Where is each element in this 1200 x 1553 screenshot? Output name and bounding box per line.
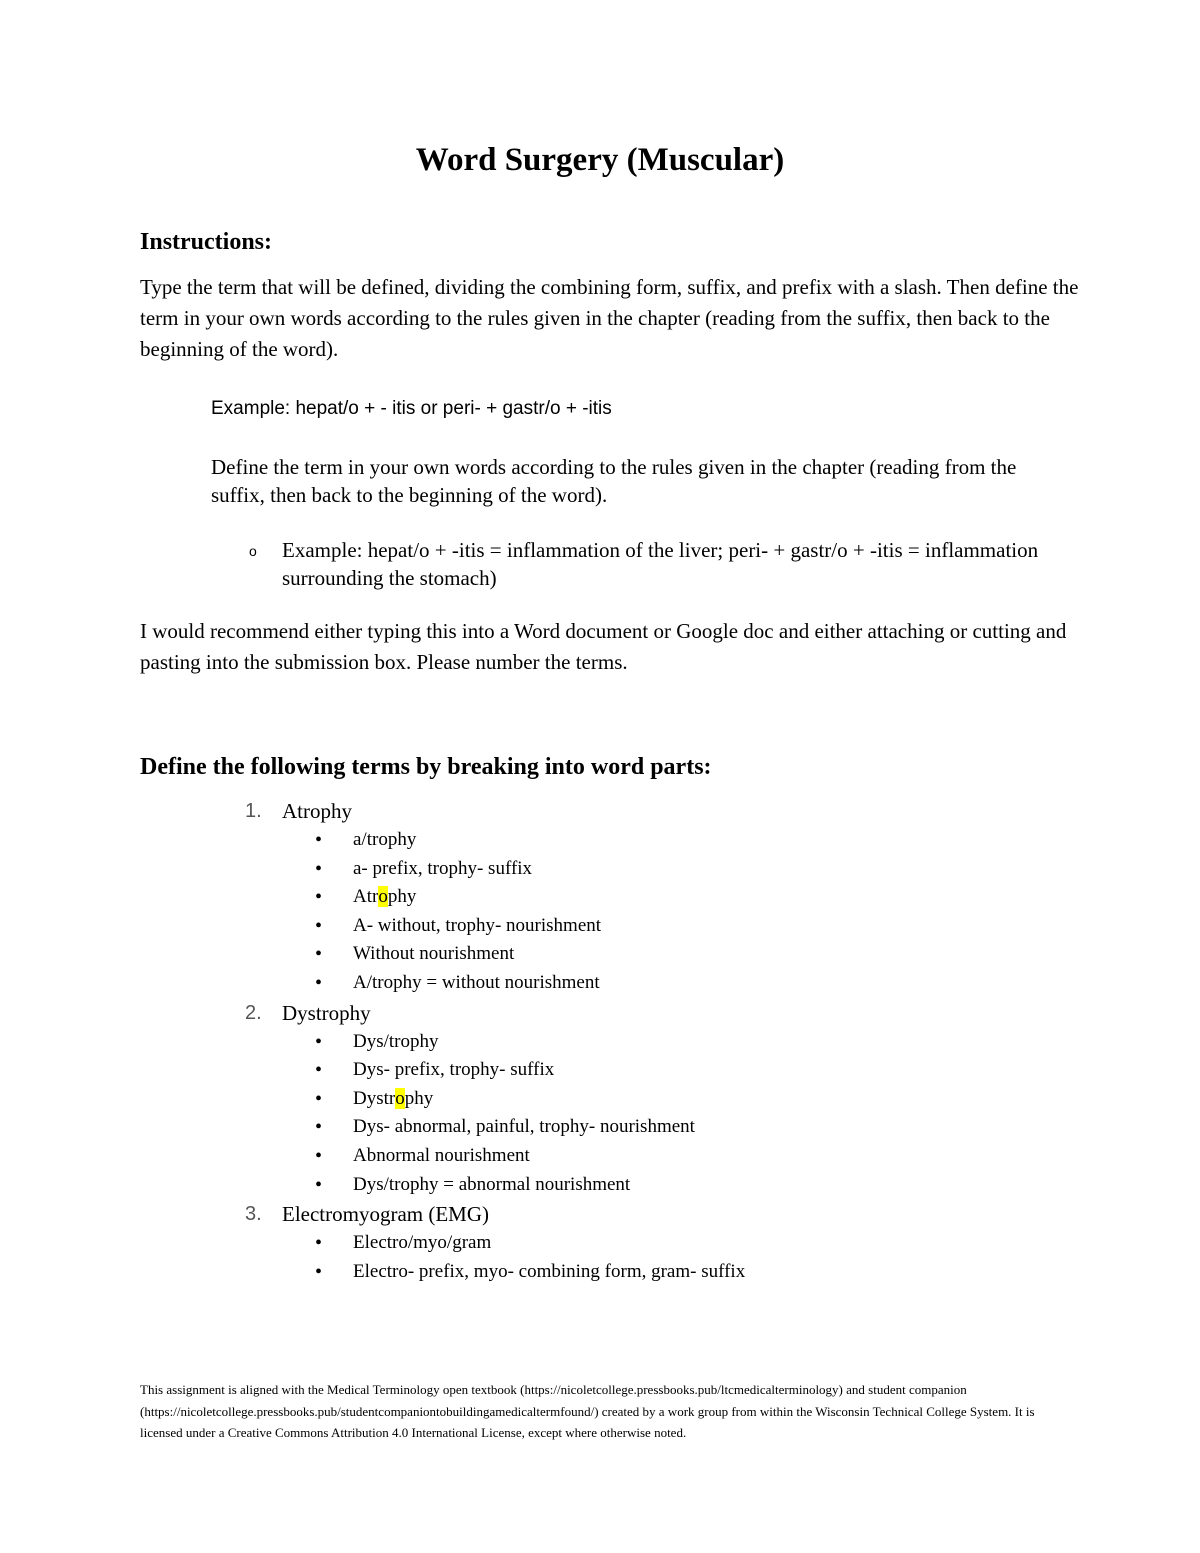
- term-number: 1.: [245, 800, 262, 822]
- term-detail-item: [0, 1171, 1200, 1200]
- term-detail-item: [0, 940, 1200, 969]
- term-detail-text: Dys/trophy = abnormal nourishment: [353, 1173, 631, 1195]
- term-item: [0, 1199, 1200, 1229]
- sub-example-marker: o: [249, 543, 257, 559]
- detail-text-after: phy: [404, 1087, 434, 1109]
- term-detail-item: [0, 826, 1200, 855]
- bullet-icon: •: [315, 971, 323, 994]
- highlighted-letter: o: [395, 1087, 405, 1109]
- term-number: 3.: [245, 1203, 262, 1226]
- term-item: [0, 796, 1200, 826]
- bullet-icon: •: [315, 1059, 323, 1082]
- term-detail-text: Dys/trophy: [353, 1030, 439, 1052]
- term-detail-item: [0, 883, 1200, 912]
- bullet-icon: •: [315, 1030, 323, 1053]
- bullet-icon: •: [315, 1116, 323, 1139]
- term-detail-item: [0, 1085, 1200, 1114]
- term-label: Electromyogram (EMG): [282, 1202, 490, 1227]
- term-detail-item: [0, 969, 1200, 998]
- term-detail-text: a/trophy: [353, 829, 417, 850]
- terms-heading: Define the following terms by breaking into word parts:: [140, 754, 712, 780]
- term-detail-text: [353, 1085, 433, 1113]
- detail-text-after: phy: [387, 886, 417, 908]
- bullet-icon: •: [315, 829, 323, 851]
- highlighted-letter: o: [378, 886, 388, 908]
- document-title: Word Surgery (Muscular): [415, 142, 785, 178]
- bullet-icon: •: [315, 886, 323, 909]
- term-number: 2.: [245, 1001, 262, 1024]
- term-detail-item: [0, 1028, 1200, 1057]
- term-detail-item: [0, 1113, 1200, 1142]
- term-label: Dystrophy: [282, 1000, 371, 1025]
- term-detail-text: A- without, trophy- nourishment: [353, 914, 602, 936]
- example-line: Example: hepat/o + - itis or peri- + gastr/o + -itis: [211, 398, 612, 419]
- detail-text-before: Dystr: [353, 1087, 396, 1109]
- intro-paragraph: Type the term that will be defined, dividing the combining form, suffix, and prefix with a slash. Then define the term in your own words according to the rules given in the chapter (reading from the suffix, then back to the beginning of the word).: [140, 275, 1079, 361]
- instructions-heading: Instructions:: [140, 229, 273, 255]
- term-detail-text: Electro/myo/gram: [353, 1232, 492, 1254]
- term-detail-text: Dys- prefix, trophy- suffix: [353, 1059, 555, 1081]
- license-footer: This assignment is aligned with the Medical Terminology open textbook (https://nicoletcollege.pressbooks.pub/ltcmedicalterminology) and student companion (https://nicoletcollege.pressbooks.pub/studentcompaniontobuildingamedicaltermfound/) created by a work group from within the Wisconsin Technical College System. It is licensed under a Creative Commons Attribution 4.0 International License, except where otherwise noted.: [140, 1382, 1035, 1440]
- bullet-icon: •: [315, 1173, 323, 1196]
- term-detail-item: [0, 1229, 1200, 1258]
- term-detail-text: Without nourishment: [353, 943, 515, 965]
- bullet-icon: •: [315, 1232, 323, 1255]
- term-detail-text: Electro- prefix, myo- combining form, gram- suffix: [353, 1260, 746, 1282]
- term-detail-text: A/trophy = without nourishment: [353, 971, 600, 993]
- term-detail-item: [0, 912, 1200, 941]
- bullet-icon: •: [315, 1260, 323, 1283]
- bullet-icon: •: [315, 943, 323, 966]
- term-detail-item: [0, 855, 1200, 884]
- term-detail-item: [0, 1142, 1200, 1171]
- term-detail-item: [0, 1056, 1200, 1085]
- bullet-icon: •: [315, 857, 323, 880]
- bullet-icon: •: [315, 914, 323, 937]
- bullet-icon: •: [315, 1087, 323, 1110]
- bullet-icon: •: [315, 1144, 323, 1167]
- recommendation-paragraph: I would recommend either typing this into a Word document or Google doc and either attaching or cutting and pasting into the submission box. Please number the terms.: [140, 619, 1067, 674]
- terms-list: [0, 796, 1200, 1286]
- define-paragraph: Define the term in your own words according to the rules given in the chapter (reading from the suffix, then back to the beginning of the word).: [211, 455, 1017, 507]
- term-detail-item: [0, 1258, 1200, 1287]
- term-detail-text: a- prefix, trophy- suffix: [353, 857, 533, 879]
- detail-text-before: Atr: [353, 886, 379, 908]
- term-detail-text: Abnormal nourishment: [353, 1144, 530, 1166]
- term-label: Atrophy: [282, 799, 352, 823]
- sub-example-text: Example: hepat/o + -itis = inflammation of the liver; peri- + gastr/o + -itis = inflammation surrounding the stomach): [282, 538, 1039, 590]
- term-detail-text: [353, 883, 416, 911]
- term-detail-text: Dys- abnormal, painful, trophy- nourishment: [353, 1116, 695, 1138]
- term-item: [0, 998, 1200, 1028]
